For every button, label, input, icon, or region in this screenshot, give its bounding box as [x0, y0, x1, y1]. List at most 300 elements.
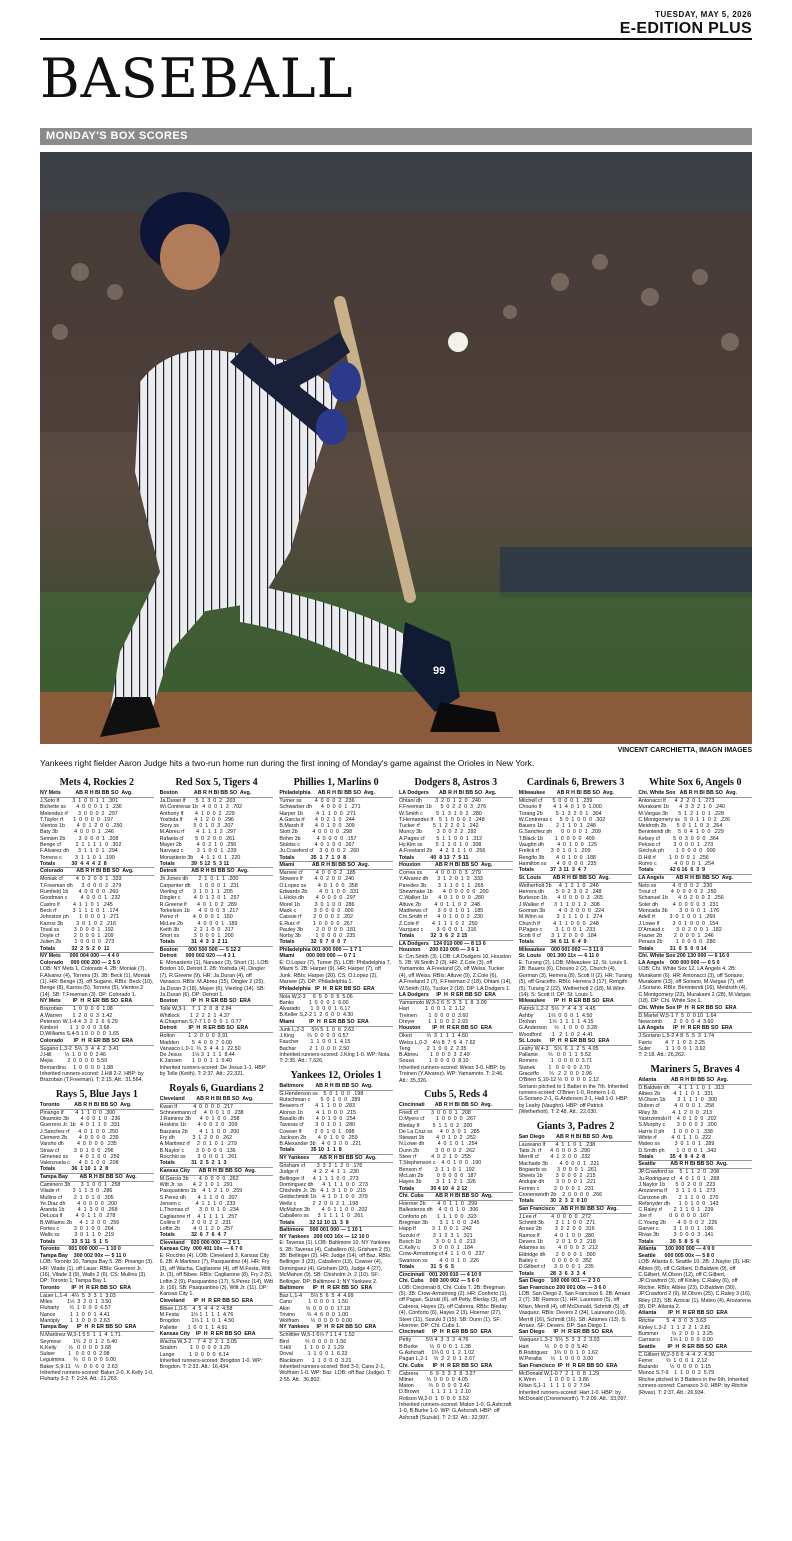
- stat-line: Tolle W,3-1 7 1 2 0 8 2.84: [159, 1006, 232, 1013]
- linescore-line: Houston 200 010 000 — 3 6 1: [399, 947, 479, 954]
- stat-line: M.Abreu rf 4 1 1 1 2 .297: [159, 829, 236, 836]
- stat-line: Dominguez dh 4 1 1 1 0 0 .273: [279, 1181, 368, 1188]
- stat-line: Pallette 1 0 0 1 1 4.91: [159, 1324, 228, 1331]
- stat-header: Detroit IP H R ER BB SO ERA: [160, 1025, 274, 1033]
- box-score: [399, 1089, 513, 1421]
- stat-line: Pinango lf 4 1 1 0 0 .300: [40, 1109, 116, 1116]
- totals-line: Totals 32 2 5 2 0 11: [40, 946, 154, 954]
- stat-line: Swanson ss 4 0 0 1 0 .226: [399, 1257, 480, 1264]
- stat-header: LA Dodgers AB R H BI BB SO Avg.: [399, 790, 513, 798]
- stat-line: Arraez 2b 3 2 2 0 0 .316: [518, 1226, 595, 1233]
- linescore-line: Chi. White Sox 200 130 000 — 6 16 0: [638, 953, 730, 960]
- stat-line: Whitlock 1 2 2 2 1 4.37: [159, 1012, 230, 1019]
- stat-line: Ramos lf 4 0 1 0 0 .280: [518, 1232, 595, 1239]
- stat-line: Bogaerts ss 3 0 0 0 1 .261: [518, 1166, 597, 1173]
- stat-line: A.Pages cf 5 1 1 0 0 1 .312: [399, 835, 483, 842]
- totals-line: Totals 30 4 4 4 2 8: [40, 861, 154, 869]
- stat-line: Caminero 3b 3 1 0 0 1 .258: [40, 1181, 121, 1188]
- stat-line: Jh.Jones dh 2 1 0 1 1 .200: [159, 876, 239, 883]
- stat-line: B.Alexander 3b 4 0 3 0 0 .221: [279, 1141, 362, 1148]
- photo-credit: VINCENT CARCHIETTA, IMAGN IMAGES: [617, 747, 752, 754]
- stat-line: Suter 1 1 0 0 1 3.92: [638, 1045, 706, 1052]
- stat-header: Miami AB R H BI BB SO Avg.: [279, 862, 393, 870]
- game-headline: Red Sox 5, Tigers 4: [175, 777, 258, 788]
- linescore-line: Atlanta 100 000 000 — 4 9 0: [638, 1246, 715, 1253]
- stat-line: C.Walker 1b 4 0 1 0 0 0 .280: [399, 895, 484, 902]
- linescore-line: NY Mets 000 004 000 — 4 4 0: [40, 953, 120, 960]
- stat-line: Guerrero Jr. 1b 4 0 1 1 0 .331: [40, 1122, 120, 1129]
- game-notes: Soriano pitched to 1 Batter in the 7th. Inherited runners-scored: O'Brien 1-0, Romero 1-0, G.Soriano 2-1, G.Anderson 2-1, Hall 1-0. HBP: by Leahy (Vaughn). HBP: off Patrick (Wetherholt). T: 2:48. Att.: 22,030.: [518, 1083, 629, 1116]
- stat-line: JP.Crawford ss 5 1 1 2 0 .208: [638, 1169, 720, 1176]
- stat-line: G.Henderson ss 5 0 1 0 0 .198: [279, 1090, 364, 1097]
- stat-line: Farris 4 7 1 0 3 2.25: [638, 1039, 705, 1046]
- stat-line: Mack c 3 0 0 0 0 .000: [279, 907, 354, 914]
- stat-line: Z.Cole lf 4 1 1 1 0 2 .250: [399, 920, 478, 927]
- stat-line: Neto ss 4 0 0 0 2 .230: [638, 882, 713, 889]
- totals-line: Totals 30 2 3 2 0 10: [519, 1198, 633, 1206]
- linescore-line: Toronto 001 000 000 — 1 10 0: [40, 1246, 121, 1253]
- stat-line: Junk L,2-3 5⅔ 5 1 0 6 2.62: [279, 1026, 355, 1033]
- stat-line: Johnston ph 1 0 0 0 1 .271: [40, 914, 119, 921]
- stat-line: Judge rf 4 2 2 4 1 1 .230: [279, 1169, 359, 1176]
- stat-line: Newcomb 2 0 0 0 4 3.60: [638, 1018, 714, 1025]
- stat-line: Keith 3b 2 2 1 0 0 .317: [159, 926, 234, 933]
- game-notes: Inherited runners-scored: J.King 1-0. WP: Nola. T: 2:35. Att.: 7,626.: [279, 1051, 391, 1065]
- stat-line: B.Burke ⅓ 0 0 0 1 1.38: [399, 1343, 471, 1350]
- totals-line: Totals 31 0 5 0 0 14: [638, 946, 752, 954]
- edition-title: E-EDITION PLUS: [619, 20, 752, 37]
- stat-line: Goldschmidt 1b 4 1 0 1 0 0 .379: [279, 1194, 368, 1201]
- totals-line: Totals 37 3 11 3 4 7: [519, 867, 633, 875]
- stat-line: Aranda 1b 4 1 3 0 0 .268: [40, 1207, 118, 1214]
- stat-line: B.Keller S,2-2 1 2 0 0 0 4.30: [279, 1012, 354, 1019]
- stat-line: Straw cf 3 0 1 0 0 .296: [40, 1147, 114, 1154]
- stat-line: A.Freeland 2b 4 2 3 1 1 0 .256: [399, 848, 486, 855]
- stat-line: Beck rf 3 1 1 1 0 1 .174: [40, 907, 119, 914]
- stat-line: Blackburn 1 1 0 0 0 3.21: [279, 1357, 352, 1364]
- stat-header: Tampa Bay AB R H BI BB SO Avg.: [40, 1174, 154, 1182]
- stat-line: Wolfram ⅓ 0 0 0 0 0.00: [279, 1318, 352, 1325]
- stat-line: Jackson 2b 4 0 1 0 0 .259: [279, 1134, 358, 1141]
- stat-line: T.Hill 1 1 0 0 2 1.29: [279, 1345, 344, 1352]
- stat-line: Mullins cf 2 1 0 1 0 .305: [40, 1194, 114, 1201]
- stat-line: Tatis Jr. rf 4 0 0 0 3 .290: [518, 1147, 590, 1154]
- stat-line: Hy.Kim ss 5 1 1 0 1 0 .308: [399, 842, 482, 849]
- stat-line: Milner ⅔ 0 0 0 0 4.05: [399, 1376, 468, 1383]
- linescore-line: Boston 000 500 500 — 5 12 2: [159, 946, 241, 953]
- stat-line: Semien 2b 3 0 0 0 1 .208: [40, 835, 119, 842]
- totals-line: Totals 36 1 10 1 2 8: [40, 1166, 154, 1174]
- stat-header: Milwaukee AB R H BI BB SO Avg.: [519, 790, 633, 798]
- stat-line: Grisham cf 3 3 2 1 2 0 .176: [279, 1162, 363, 1169]
- stat-line: Strahm 1 0 0 0 0 3.29: [159, 1345, 230, 1352]
- game-notes: LOB: Chi. White Sox 12, LA Angels 4. 2B: Murakami (6). HR: Antonacci (3), off Soriano, Murakami (13), off Soriano, M.Vargas (7), off J.Soriano. RBIs: Benintendi (16), Meidroth (4), C.Montgomery (23), Murakami 2 (28), M.Vargas (18). DP: Chi. White Sox 1.: [638, 966, 751, 1005]
- box-score: [638, 777, 752, 1059]
- stat-line: Peterson W,1-4 4 3 2 2 6 6.29: [40, 1018, 118, 1025]
- stat-line: Trout cf 4 0 0 0 0 2 .250: [638, 889, 717, 896]
- stat-line: Laureano lf 4 1 1 0 1 .238: [518, 1141, 596, 1148]
- stat-line: Kimbrel 1 1 0 0 0 3.68: [40, 1025, 110, 1032]
- stat-line: M.Winn ss 3 1 1 1 0 1 .274: [518, 914, 603, 921]
- stat-line: Bohm 3b 4 0 0 0 0 .157: [279, 835, 357, 842]
- linescore-line: Miami 000 000 000 — 0 7 1: [279, 953, 356, 960]
- stat-header: NY Yankees AB R H BI BB SO Avg.: [279, 1155, 393, 1163]
- stat-line: Alonso 1b 4 1 0 0 0 .215: [279, 1109, 356, 1116]
- stat-header: Seattle IP H R ER BB SO ERA: [638, 1344, 752, 1352]
- stat-line: Carpenter dh 1 0 0 0 1 .231: [159, 882, 240, 889]
- stat-line: Torrens c 3 1 1 0 1 .199: [40, 854, 115, 861]
- photo-caption: Yankees right fielder Aaron Judge hits a two-run home run during the first inning of Monday's game against the Orioles in New York.: [40, 758, 535, 768]
- stat-line: Burleson 1b 4 0 0 0 0 3 .265: [518, 895, 603, 902]
- stat-line: Correa ss 4 0 0 0 0 3 .279: [399, 870, 481, 877]
- stat-header: Toronto IP H R ER BB SO ERA: [40, 1285, 154, 1293]
- stat-header: St. Louis IP H R ER BB SO ERA: [519, 1038, 633, 1046]
- stat-line: Vilade rf 3 1 1 3 0 .286: [40, 1188, 113, 1195]
- stat-line: Harris II ph 1 0 0 0 1 .338: [638, 1128, 713, 1135]
- stat-line: Garver c 3 1 0 0 1 .186: [638, 1226, 714, 1232]
- stat-line: Stewart 1b 4 0 1 0 2 .252: [399, 1135, 476, 1142]
- game-notes: E: Turang (2). LOB: Milwaukee 12, St. Louis 9. 2B: Bauers (6), Chourio 2 (2), Church (4), Gorman (3), Herrera (8), Scott II (2). HR: Turang (5), off Graceffo. RBIs: Herrera 3 (17), Rengifo (5), Turang 2 (22), Wetherholt 2 (18), M.Winn (14). S: Scott II. DP: St. Louis 1.: [518, 959, 633, 998]
- stat-line: Anthony lf 4 1 0 0 2 .229: [159, 810, 235, 817]
- stat-line: Ye.Diaz dh 4 0 0 0 0 .200: [40, 1200, 117, 1207]
- game-notes: E: Monasterio (1), Narvaez (3), Short (1). LOB: Boston 10, Detroit 3. 2B: Yoshida (4), Dingler (7), R.Greene (9). HR: Ja.Duran (4), off Vanasco. RBIs: M.Abreu (15), Dingler 2 (25), Ja.Duran 3 (18), Mayer (6), Vierling (14). SB: Ja.Duran (6). DP: Detroit 1.: [159, 959, 270, 998]
- box-score: [638, 1064, 752, 1396]
- stat-line: Melendez rf 3 0 0 0 2 .297: [40, 810, 118, 817]
- game-headline: Mets 4, Rockies 2: [59, 777, 135, 788]
- stat-line: Rivas 3b 3 0 0 0 3 .141: [638, 1232, 714, 1239]
- stat-line: Mitchell cf 5 0 0 0 1 .239: [518, 798, 593, 804]
- stat-line: S.Perez dh 4 1 1 0 0 .207: [159, 1194, 238, 1201]
- linescore-line: Philadelphia 001 000 000 — 1 7 1: [279, 946, 362, 953]
- stat-line: Joe rf 0 0 0 0 0 .167: [638, 1213, 710, 1220]
- linescore-line: LA Dodgers 124 010 000 — 8 13 0: [399, 940, 486, 947]
- game-headline: Dodgers 8, Astros 3: [414, 777, 498, 788]
- stat-header: Chi. White Sox AB R H BI BB SO Avg.: [638, 790, 752, 798]
- stat-line: Vientos 1b 4 0 1 2 0 0 .250: [40, 823, 123, 830]
- stat-line: N.Martinez W,3-1 5 5 1 1 4 1.71: [40, 1332, 121, 1339]
- stat-header: Cincinnati IP H R ER BB SO ERA: [399, 1329, 513, 1337]
- stat-line: Vazquez c 3 0 0 0 1 .316: [399, 926, 477, 933]
- stat-line: A.Chapman S,7-7 1 0 0 0 1 0.77: [159, 1018, 242, 1025]
- stat-line: Doyle cf 2 0 0 0 1 .209: [40, 933, 114, 940]
- stat-line: J.Walker rf 3 1 1 0 1 2 .308: [518, 901, 600, 908]
- stat-line: Andujar dh 3 0 0 0 1 .221: [518, 1179, 596, 1186]
- stat-line: R.Greene lf 4 0 1 0 2 .289: [159, 901, 237, 908]
- box-score: [519, 777, 633, 1116]
- stat-line: Story ss 5 0 1 0 3 .207: [159, 823, 234, 830]
- stat-line: Scott II cf 3 1 2 0 0 0 .184: [518, 933, 597, 940]
- stat-line: Paredes 3b 3 1 1 0 1 1 .265: [399, 882, 484, 889]
- stat-line: Maton ⅓ 0 0 0 0 2.42: [399, 1383, 470, 1390]
- stat-line: Soler dh 4 0 0 0 0 3 .231: [638, 901, 719, 908]
- stat-line: McDonald W,1-0 7 2 1 0 8 1.29: [518, 1370, 600, 1377]
- game-notes: Inherited runners-scored: Maton 1-0, G.Ashcraft 1-0, B.Burke 1-0. WP: G.Ashcraft. HBP: off Ashcraft (Suzuki). T: 2:32. Att.: 32,997.: [399, 1402, 512, 1421]
- game-notes: LOB: Atlanta 6, Seattle 10. 2B: J.Naylor (3). HR: Albies (8), off C.Gilbert, D.Baldwin (9), off C.Gilbert, M.Olson (12), off C.Gilbert, JP.Crawford (3), off Kinley. C.Raley (6), off Ritchie. RBIs: Albies (23), D.Baldwin (30), JP.Crawford 2 (9), M.Olson (25), C.Raley 3 (16), Riley (22). SB: Azocar (1), Mateo (4), Arozarena (8). DP: Atlanta 2.: [638, 1259, 752, 1310]
- stat-line: Vaughn dh 4 0 1 0 0 .125: [518, 842, 597, 849]
- stat-line: D.Smith ph 1 0 0 0 1 .343: [638, 1147, 717, 1154]
- stat-line: Brazoban 1 0 0 0 0 1.08: [40, 1006, 113, 1013]
- stat-line: T.Hernandez lf 5 1 0 0 0 2 .248: [399, 816, 485, 823]
- stat-header: Seattle AB R H BI BB SO Avg.: [638, 1161, 752, 1169]
- stat-header: LA Angels AB R H BI BB SO Avg.: [638, 875, 752, 883]
- stat-line: Devers 1b 2 0 1 0 2 .218: [518, 1239, 596, 1246]
- stat-line: Vierling cf 3 1 0 1 1 .205: [159, 889, 233, 896]
- stat-line: Ferrer ⅔ 1 0 0 1 2.12: [638, 1357, 708, 1364]
- box-score: [279, 777, 393, 1065]
- stat-line: Caissie rf 2 0 0 0 2 .202: [279, 914, 353, 921]
- masthead: [40, 10, 752, 40]
- stat-line: Rolison W,2-0 1 0 0 0 3.52: [399, 1395, 469, 1402]
- stat-line: Perez rf 4 0 0 0 1 .150: [159, 914, 233, 921]
- stat-line: Fry dh 3 1 2 0 0 .262: [159, 1135, 233, 1142]
- box-score: [160, 1083, 274, 1371]
- stat-line: Peraza 2b 1 0 0 0 0 .280: [638, 939, 716, 946]
- stat-line: L.Thomas cf 3 0 0 1 0 .234: [159, 1207, 239, 1214]
- stat-line: Wacha W,3-2 7 4 2 2 1 3.05: [159, 1338, 237, 1345]
- stat-line: J.Lowe lf 3 0 1 0 0 0 .154: [638, 920, 719, 927]
- stat-header: NY Mets AB R H BI BB SO Avg.: [40, 790, 154, 798]
- stat-line: Brogdon 1⅓ 1 1 0 1 4.50: [159, 1318, 235, 1325]
- game-headline: Yankees 12, Orioles 1: [290, 1069, 382, 1081]
- stat-line: A.Garcia rf 4 0 2 1 0 .244: [279, 816, 355, 823]
- game-headline: Mariners 5, Braves 4: [650, 1063, 740, 1075]
- totals-line: Totals 39 5 12 5 3 11: [160, 861, 274, 869]
- stat-line: Harper 1b 4 1 1 0 0 .271: [279, 810, 356, 817]
- stat-line: Woodford 1 2 1 0 2 4.41: [518, 1031, 594, 1038]
- linescore-line: Colorado 000 000 200 — 2 5 0: [40, 959, 121, 966]
- stat-line: Teng 2 1 0 0 2 2.35: [399, 1045, 467, 1052]
- stat-header: Chi. White Sox IP H R ER BB SO ERA: [638, 1005, 752, 1013]
- stat-line: T.Stephenson c 4 0 1 0 0 .190: [399, 1160, 482, 1167]
- stat-line: McLain 2b 0 0 0 0 0 .187: [399, 1172, 477, 1179]
- stat-line: F.Alvarez dh 3 1 1 0 1 .294: [40, 848, 118, 855]
- stat-header: Philadelphia IP H R ER BB SO ERA: [279, 986, 393, 994]
- stat-line: Nance 1 1 0 0 1 4.41: [40, 1311, 110, 1318]
- stat-line: Bird ⅔ 0 0 0 0 1.56: [279, 1338, 347, 1345]
- stat-line: Beavers rf 4 1 1 0 0 .283: [279, 1103, 356, 1110]
- stat-line: Leahy W,4-3 5⅔ 6 1 2 5 4.05: [518, 1045, 599, 1052]
- stat-line: Antonacci lf 4 2 2 0 1 .273: [638, 798, 715, 804]
- stat-line: Rafaela cf 5 0 2 0 0 .261: [159, 835, 236, 842]
- stat-line: Fluharty ⅓ 1 0 0 0 6.57: [40, 1305, 111, 1312]
- stat-line: J.Soto lf 3 1 0 0 1 1 .301: [40, 798, 119, 804]
- stat-line: J.Ramirez 3b 4 0 1 0 0 .258: [159, 1116, 240, 1123]
- totals-line: Totals 35 10 1 1 8: [279, 1147, 393, 1155]
- stat-line: Yoshida lf 4 1 2 0 0 .296: [159, 816, 234, 823]
- stat-line: Loftin 2b 4 0 1 2 0 .257: [159, 1226, 233, 1233]
- stat-line: D.Hill rf 1 0 0 0 1 .256: [638, 854, 709, 861]
- stat-line: Ritchie 5 4 3 0 3 3.63: [638, 1318, 707, 1325]
- game-notes: Inherited runners-scored: Brogdon 1-0. WP: Brogdon. T: 2:33. Att.: 16,434.: [159, 1357, 263, 1371]
- stat-line: Stanek 1 0 0 0 0 2.70: [518, 1064, 590, 1071]
- stat-line: Ballesteros dh 4 0 0 1 0 .306: [399, 1207, 479, 1214]
- stat-line: Wells c 2 2 0 0 2 1 .198: [279, 1200, 359, 1207]
- game-notes: LOB: Toronto 10, Tampa Bay 5. 2B: Pinango (3). HR: Vilade (1), off Lauer. RBIs: Guerrero Jr. (16), Vilade 3 (9), Walls 2 (6). CS: Mullins (3). DP: Toronto 1; Tampa Bay 1.: [40, 1259, 154, 1285]
- stat-line: Frelick rf 3 0 1 0 1 .209: [518, 848, 591, 855]
- stat-line: Bernardino 1 0 0 0 0 1.88: [40, 1064, 114, 1071]
- stat-line: Kilian S,1-1 1 1 1 0 2 7.94: [518, 1383, 590, 1390]
- stat-header: NY Yankees IP H R ER BB SO ERA: [279, 1324, 393, 1332]
- stat-line: Turner ss 4 0 0 0 2 .236: [279, 798, 355, 804]
- stat-line: L.Hicks dh 4 0 0 0 0 .297: [279, 895, 356, 902]
- totals-line: Totals 33 5 11 5 1 5: [40, 1239, 154, 1247]
- stat-line: C.Raley rf 2 1 1 0 1 .239: [638, 1207, 714, 1214]
- stat-line: J.Sanchez rf 4 0 1 0 0 .250: [40, 1128, 119, 1135]
- stat-line: Grichuk ph 1 0 0 0 0 .000: [638, 848, 716, 855]
- stat-line: Bauers 1b 2 1 1 0 1 .248: [518, 823, 596, 830]
- stat-line: Cronenworth 2b 2 0 0 0 0 .266: [518, 1192, 603, 1199]
- stat-line: Ohtani dh 3 2 0 1 2 0 .240: [399, 798, 481, 804]
- stat-line: Dunn 2b 3 0 0 0 2 .262: [399, 1147, 475, 1154]
- stat-header: Kansas City AB R H BI BB SO Avg.: [160, 1168, 274, 1176]
- game-notes: Inherited runners-scored: J.Hill 2-2. HBP: by Brazoban (T.Freeman). T: 2:15. Att.: 31,564.: [40, 1070, 144, 1084]
- stat-line: Karros 3b 3 0 1 0 2 .216: [40, 920, 116, 927]
- stat-line: Nola W,2-3 6 5 0 0 5 5.06: [279, 993, 353, 1000]
- stat-line: Meidroth 2b 5 0 1 1 0 3 .264: [638, 823, 723, 830]
- stat-line: Ashby 1⅔ 0 0 0 1 4.50: [518, 1012, 593, 1019]
- stat-line: Busch 1b 3 0 0 1 0 .213: [399, 1238, 476, 1245]
- stat-line: Munoz S,7-9 1 1 0 0 2 5.79: [638, 1370, 715, 1377]
- linescore-line: Cleveland 020 000 000 — 2 5 1: [159, 1239, 241, 1246]
- stat-line: Banks 1 0 0 0 1 6.00: [279, 999, 349, 1006]
- totals-line: Totals 42 6 16 6 3 9: [638, 867, 752, 875]
- game-notes: LOB: NY Mets 1, Colorado 4. 2B: Moniak (7), F.Alvarez (4), Torrens (3). 3B: Beck (1), Moniak (1). HR: Benge (3), off Sugano. RBIs: Beck (10), Benge (8), Karros (5), Torrens (5), Vientos 2 (14). SB: T.Freeman (3). DP: Colorado 1.: [40, 966, 154, 998]
- stat-line: Trivino ⅔ 4 6 0 0 1.00: [279, 1311, 349, 1318]
- stat-line: Sugano L,3-2 5⅔ 3 4 4 2 3.41: [40, 1045, 119, 1052]
- stat-line: Treinen 1 0 0 0 0 3.60: [399, 1012, 469, 1019]
- issue-date: TUESDAY, MAY 5, 2026: [655, 10, 752, 19]
- stat-header: Cincinnati AB R H BI BB SO Avg.: [399, 1102, 513, 1110]
- stat-line: Ju.Rodriguez cf 4 0 1 0 1 .268: [638, 1175, 720, 1182]
- stat-line: Herrera dh 5 0 2 3 0 2 .248: [518, 889, 602, 896]
- stat-header: San Francisco IP H R ER BB SO ERA: [519, 1363, 633, 1371]
- box-score: [40, 777, 154, 1084]
- stat-line: Edwards 2b 4 0 1 0 0 .331: [279, 889, 359, 896]
- stat-line: Akin ⅔ 0 0 0 0 17.18: [279, 1305, 351, 1312]
- stat-line: G.Anderson ⅔ 1 0 0 0 3.28: [518, 1025, 598, 1032]
- stat-line: Mayer 2b 4 0 2 1 0 .256: [159, 842, 237, 849]
- stat-line: Pagan L,2-1 ⅔ 2 2 0 1 2.67: [399, 1356, 475, 1363]
- stat-line: Crow-Armstrong cf 4 1 1 0 0 .237: [399, 1251, 485, 1258]
- stat-line: W.Contreras c 5 0 1 0 0 0 .302: [518, 816, 606, 823]
- stat-header: NY Mets IP H R ER BB SO ERA: [40, 998, 154, 1006]
- stat-line: D.Baldwin dh 4 1 1 1 0 1 .313: [638, 1084, 725, 1091]
- game-notes: Ritchie pitched to 3 Batters in the 6th. Inherited runners-scored: Carrasco 3-0. HBP: by Ritchie (Rivas). T: 2:37. Att.: 26,934.: [638, 1376, 749, 1396]
- game-headline: Rays 5, Blue Jays 1: [55, 1088, 138, 1100]
- stat-line: D.Gilbert cf 3 0 0 0 1 .235: [518, 1264, 594, 1271]
- stat-line: Lauer L,1-4 4⅔ 5 3 3 1 3.03: [40, 1292, 116, 1299]
- totals-line: Totals 35 4 9 4 2 8: [638, 1154, 752, 1162]
- stat-line: Hart ⅓ 0 0 0 0 5.40: [518, 1343, 588, 1350]
- stat-line: Cagliarone rf 4 1 1 1 1 .257: [159, 1213, 238, 1220]
- stat-header: Baltimore AB R H BI BB SO Avg.: [279, 1083, 393, 1091]
- stat-line: Caballero ss 3 1 1 1 1 0 .261: [279, 1213, 364, 1220]
- banner-label: MONDAY'S BOX SCORES: [46, 130, 188, 142]
- stat-header: Tampa Bay IP H R ER BB SO ERA: [40, 1324, 154, 1332]
- stat-line: C.Gilbert W,2-3 6 6 4 4 2 4.30: [638, 1351, 715, 1358]
- stat-line: M.Olson 1b 3 1 1 1 0 .300: [638, 1097, 717, 1104]
- stat-header: Cleveland AB R H BI BB SO Avg.: [160, 1096, 274, 1104]
- stat-header: San Diego AB R H BI BB SO Avg.: [519, 1134, 633, 1142]
- linescore-line: Detroit 000 002 020 — 4 3 1: [159, 953, 236, 960]
- stat-line: A.Warren 1 2 0 0 3 1.42: [40, 1012, 113, 1019]
- column-5: [519, 776, 633, 1534]
- stat-line: Monasterio 3b 4 1 1 0 1 .220: [159, 854, 241, 861]
- stat-line: Canzone dh 2 1 1 0 0 .270: [638, 1194, 719, 1201]
- game-notes: Inherited runners-scored: Bird 3-0, Cano 2-1, Wolfram 1-0. WP: Baz. LOB: off Baz (Judge). T: 2:55. Att.: 36,802.: [279, 1363, 391, 1383]
- stat-line: Kelsey cf 5 0 3 0 0 0 .364: [638, 835, 719, 842]
- stat-line: Riley 3b 4 1 2 0 0 .213: [638, 1109, 712, 1116]
- stat-line: Faucher 1 1 0 0 1 4.15: [279, 1039, 351, 1046]
- game-headline: Phillies 1, Marlins 0: [293, 777, 379, 788]
- stat-header: San Diego IP H R ER BB SO ERA: [519, 1329, 633, 1337]
- linescore-line: Seattle 000 005 00x — 5 8 0: [638, 1252, 715, 1259]
- column-6: [638, 776, 752, 1534]
- stat-header: Colorado IP H R ER BB SO ERA: [40, 1038, 154, 1046]
- stat-line: A.Martinez rf 2 0 1 0 1 .279: [159, 1141, 237, 1148]
- stat-line: Mateo ss 3 0 1 0 1 .289: [638, 1141, 715, 1148]
- stat-line: Valenzuela c 4 0 1 0 0 .208: [40, 1160, 119, 1167]
- stat-line: Ja.Duran lf 5 1 3 0 2 .203: [159, 798, 236, 804]
- stat-line: Bellinger lf 4 1 1 1 0 0 .273: [279, 1175, 359, 1182]
- linescore-line: Cincinnati 001 200 010 — 4 10 0: [399, 1271, 482, 1278]
- stat-line: J.Naylor 1b 5 0 2 0 0 .223: [638, 1181, 716, 1188]
- stat-line: Julien 2b 1 0 0 0 0 .273: [40, 939, 115, 946]
- game-headline: White Sox 6, Angels 0: [648, 777, 742, 788]
- stat-line: Toval ss 3 0 0 0 1 .192: [40, 926, 114, 933]
- stat-line: Peluso cf 3 0 0 0 1 .273: [638, 842, 714, 849]
- section-title: BASEBALL: [40, 47, 354, 110]
- stat-line: T.Black 1b 1 0 0 0 0 .409: [518, 835, 595, 842]
- stat-line: Collins lf 2 0 0 2 2 .231: [159, 1219, 232, 1226]
- stat-header: LA Angels IP H R ER BB SO ERA: [638, 1025, 752, 1033]
- stat-line: Adames ss 4 0 0 0 3 .212: [518, 1245, 598, 1252]
- column-1: [40, 776, 154, 1534]
- stat-line: M.Vargas 3b 5 1 2 1 0 1 .228: [638, 810, 724, 817]
- stat-line: Sousa 1 0 0 0 0 8.10: [399, 1058, 469, 1065]
- box-score: [40, 1089, 154, 1383]
- stat-line: De Jesus 1⅓ 3 1 1 1 8.44: [159, 1052, 235, 1059]
- stat-line: Mantiply 1 1 0 0 0 2.63: [40, 1317, 110, 1324]
- stat-line: Graceffo ⅔ 2 2 0 0 2.96: [518, 1071, 592, 1078]
- stat-line: Yamamoto W,3-2 6 5 3 3 1 8 3.09: [399, 1000, 487, 1007]
- linescore-line: Baltimore 000 001 000 — 1 10 1: [279, 1227, 363, 1234]
- stat-line: Sulser 1 0 0 0 0 2.08: [40, 1351, 110, 1358]
- stat-line: Baty 3b 4 0 0 0 1 .246: [40, 829, 114, 836]
- jersey-number: 99: [433, 665, 446, 677]
- stat-line: G.Sanchez ph 0 0 0 0 1 .209: [518, 829, 601, 836]
- stat-line: Adell rf 3 0 1 0 0 1 .269: [638, 914, 716, 921]
- totals-line: Totals 32 0 7 0 0 7: [279, 939, 393, 947]
- stat-header: Chi. Cubs IP H R ER BB SO ERA: [399, 1363, 513, 1371]
- stat-header: Atlanta AB R H BI BB SO Avg.: [638, 1077, 752, 1085]
- stat-line: Schwarber dh 4 0 0 0 1 .271: [279, 804, 361, 811]
- stat-line: Pauley 3b 2 0 0 0 0 .181: [279, 926, 356, 933]
- stat-line: Yastrzemski lf 4 0 1 0 0 .202: [638, 1116, 717, 1123]
- game-headline: Cubs 5, Reds 4: [424, 1088, 488, 1100]
- stat-line: Cm.Smith rf 4 0 1 0 0 2 .230: [399, 914, 483, 921]
- linescore-line: LA Angels 000 000 000 — 0 5 0: [638, 959, 720, 966]
- stat-line: S.Murphy c 3 0 0 0 2 .200: [638, 1122, 717, 1129]
- stat-line: De La Cruz ss 4 0 3 0 1 .285: [399, 1128, 480, 1135]
- stat-line: J.Lee rf 4 0 0 0 0 .272: [518, 1213, 591, 1220]
- stat-line: Benintendi dh 5 0 4 1 0 0 .229: [638, 829, 724, 836]
- stat-line: Y.Alvarez dh 3 1 2 0 1 0 .333: [399, 876, 483, 883]
- stat-line: J.Hill ⅓ 1 0 0 0 2.46: [40, 1052, 106, 1059]
- box-score: [279, 1070, 393, 1383]
- batter-illustration: [40, 152, 752, 744]
- stat-line: Arozarena lf 3 1 1 0 1 .273: [638, 1188, 716, 1195]
